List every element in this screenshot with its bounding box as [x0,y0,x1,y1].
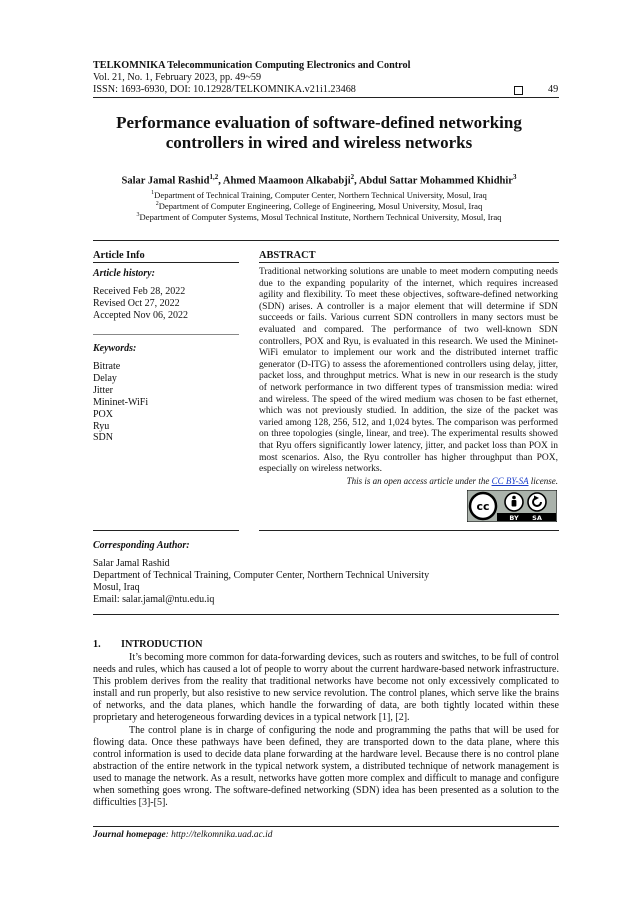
sa-label: SA [532,514,542,522]
header-rule [93,97,559,98]
corresponding-rule [93,614,559,615]
intro-paragraph-1-text: It’s becoming more common for data-forwarding devices, such as routers and switches, to be full of control needs and rules, which has caused a lot of people to worry about the current hardware-based network infrastructure. This problem derives from the reality that traditional networks have become not only excessively complicated to install and run properly, but also resistive to new service revolution. The control planes, which serve like the brains of networks, and the data planes, which handle the forwarding of data, are both tightly located within these proprietary and heterogeneous forwarding devices in a typical network [1], [2]. [93,652,559,724]
abstract-text: Traditional networking solutions are unable to meet modern computing needs due to the expanding popularity of the internet, which requires increased agility and flexibility. To meet these objectives, software-defined networking (SDN) arises. A controller is a major element that will determine if SDN succeeds or fails. Various current SDN controllers in many sectors must be evaluated and compared. The performance of two well-known SDN controllers, POX and Ryu, is evaluated in this research. We used the Mininet-WiFi emulator to implement our work and the distributed internet traffic generator (D-ITG) to assess the aforementioned controllers using delay, jitter, packet loss, and throughput metrics. What is new in our research is the study of network performance in two different types of transmission media: wired and wireless. The speed of the wired medium was chosen to be fast ethernet, which was not previously studied. In addition, the size of the packet was varied among 128, 256, 512, and 1,024 bytes. The comparison was performed on three topologies (single, linear, and tree). The experimental results showed that Ryu offers significantly lower latency, jitter, and packet loss than POX in most scenarios. Also, the Ryu controller has higher throughput than POX, especially on wireless networks. [259,267,558,475]
history-accepted: Accepted Nov 06, 2022 [93,309,188,321]
affiliation-sup: 2 [155,201,159,207]
abstract-rule [259,262,559,263]
square-icon [514,86,523,95]
author-name: Salar Jamal Rashid [121,175,210,187]
author-name: Ahmed Maamoon Alkababji [222,175,351,187]
keyword: SDN [93,432,114,444]
cc-letters: cc [476,500,490,513]
keyword: Bitrate [93,361,121,372]
history-revised: Revised Oct 27, 2022 [93,297,180,309]
keyword: Jitter [93,384,113,396]
author-sup: 3 [512,173,517,181]
abstract-bottom-rule [259,530,559,531]
keyword: Delay [93,372,117,384]
corresponding-name: Salar Jamal Rashid [93,558,170,569]
author-sup: 2 [350,173,355,181]
keyword: Ryu [93,420,110,432]
journal-volume: Vol. 21, No. 1, February 2023, pp. 49~59 [93,72,262,83]
history-list [93,286,188,322]
license-suffix: license. [528,476,558,486]
affiliation-text: Department of Technical Training, Computer Center, Northern Technical University, Mosul, Iraq [154,189,487,200]
info-bottom-rule [93,530,239,531]
keywords-list [93,361,148,444]
footer-rule [93,826,559,827]
page-number: 49 [548,84,559,95]
author-sep: , [218,175,223,187]
info-rule [93,262,239,263]
homepage-url: : http://telkomnika.uad.ac.id [165,830,273,840]
affiliation-sup: 3 [136,212,140,218]
author-name: Abdul Sattar Mohammed Khidhir [358,175,513,187]
abstract-heading: ABSTRACT [259,250,316,261]
article-info-heading: Article Info [93,250,145,261]
keyword: POX [93,408,114,420]
paper-title [60,113,578,153]
journal-homepage[interactable] [93,830,272,840]
top-rule [93,240,559,241]
affiliation-sup: 1 [151,190,155,196]
sa-share-icon [528,493,546,511]
by-label: BY [509,514,519,522]
author-sep: , [354,175,359,187]
license-prefix: This is an open access article under the [346,476,492,486]
introduction-heading: 1. INTRODUCTION [93,639,203,650]
history-heading: Article history: [93,268,155,279]
intro-paragraph-1 [93,652,559,724]
title-line-2: controllers in wired and wireless networks [165,133,473,152]
journal-issn: ISSN: 1693-6930, DOI: 10.12928/TELKOMNIKA.v21i1.23468 [93,84,356,95]
cc-badge-graphic [467,490,557,522]
title-line-1: Performance evaluation of software-defined networking [116,113,522,132]
affiliation-text: Department of Computer Systems, Mosul Technical Institute, Northern Technical University, Mosul, Iraq [139,211,502,222]
corresponding-department: Department of Technical Training, Computer Center, Northern Technical University [93,570,430,581]
journal-name: TELKOMNIKA Telecommunication Computing Electronics and Control [93,60,411,71]
license-statement [259,476,558,486]
intro-paragraph-2-text: The control plane is in charge of configuring the node and programming the paths that will be used for flowing data. Once these pathways have been defined, they are transported down to the data plane, where this control information is used to decide data plane forwarding at the hardware level. Because there is no control plane abstraction of the entire network in the typical network system, a distributed technique of network management is used to manage the network. As a result, networks have gotten more complex and difficult to manage and configure when something goes wrong. The software-defined networking (SDN) idea has been presented as a solution to the difficulties [3]-[5]. [93,725,559,809]
keywords-heading: Keywords: [93,343,137,354]
intro-paragraph-2 [93,725,559,809]
corresponding-email: Email: salar.jamal@ntu.edu.iq [93,594,215,605]
homepage-label: Journal homepage [93,830,166,840]
keyword: Mininet-WiFi [93,396,149,408]
cc-by-sa-badge[interactable] [467,490,557,522]
history-received: Received Feb 28, 2022 [93,286,186,297]
affiliation [60,210,578,222]
corresponding-location: Mosul, Iraq [93,582,140,593]
author-list [60,173,578,187]
corresponding-heading: Corresponding Author: [93,540,190,551]
affiliation-text: Department of Computer Engineering, College of Engineering, Mosul University, Mosul, Iraq [158,200,483,211]
author-sup: 1,2 [209,173,219,181]
info-divider [93,334,239,335]
license-link[interactable]: CC BY-SA [491,476,529,486]
